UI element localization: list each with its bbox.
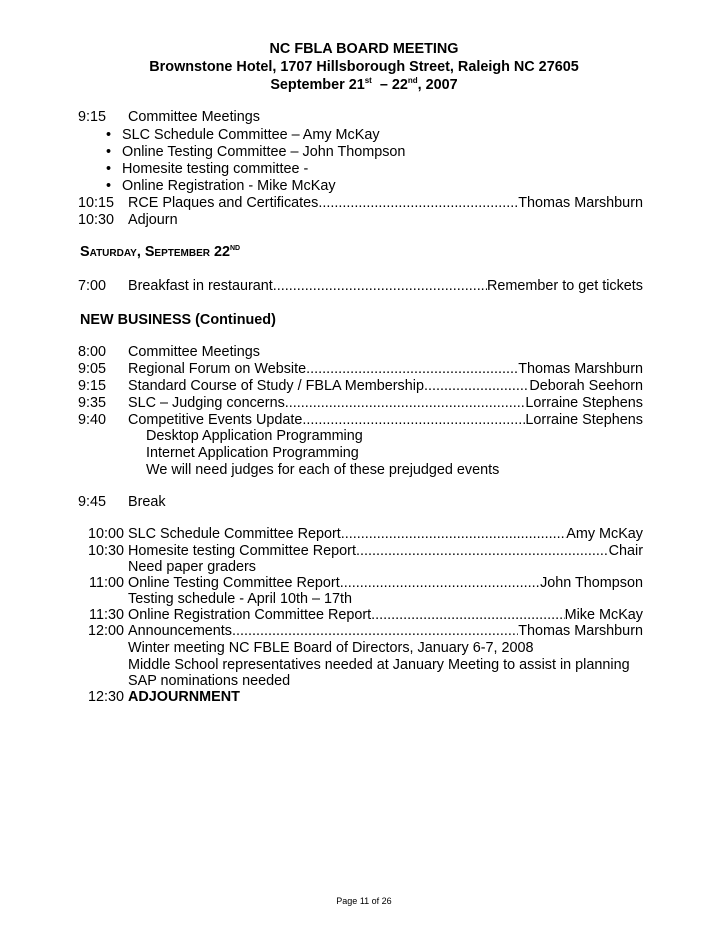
new-business-heading: NEW BUSINESS (Continued)	[80, 312, 276, 328]
bullet-icon: •	[106, 127, 112, 143]
agenda-row: 9:45 Break	[78, 494, 166, 510]
list-item: • Online Registration - Mike McKay	[106, 178, 336, 194]
agenda-row: 9:15 Standard Course of Study / FBLA Membership ..... Deborah Seehorn	[78, 377, 643, 395]
bullet-icon: •	[106, 178, 112, 194]
sub-item: SAP nominations needed	[128, 673, 291, 689]
list-item: • Homesite testing committee -	[106, 161, 309, 177]
agenda-row: 11:00 Online Testing Committee Report ..... John Thompson	[78, 574, 643, 592]
adjournment-label: ADJOURNMENT	[128, 689, 240, 705]
agenda-time: 9:15	[78, 109, 107, 125]
agenda-row: 9:05 Regional Forum on Website ..... Thomas Marshburn	[78, 360, 643, 378]
agenda-row: 11:30 Online Registration Committee Report ..... Mike McKay	[78, 606, 643, 624]
bullet-icon: •	[106, 161, 112, 177]
agenda-item: Committee Meetings	[128, 109, 260, 125]
document-header	[0, 40, 728, 94]
agenda-row: 7:00 Breakfast in restaurant ..... Remember to get tickets	[78, 277, 643, 295]
saturday-heading: Saturday, September 22ND	[80, 244, 241, 260]
agenda-row: 10:00 SLC Schedule Committee Report ..... Amy McKay	[78, 525, 643, 543]
agenda-row: 12:00 Announcements ..... Thomas Marshburn	[78, 622, 643, 640]
sub-item: Middle School representatives needed at January Meeting to assist in planning	[128, 657, 630, 673]
agenda-row: 12:30 ADJOURNMENT	[87, 689, 240, 705]
list-item: • SLC Schedule Committee – Amy McKay	[106, 127, 380, 143]
agenda-row: 9:40 Competitive Events Update ..... Lorraine Stephens	[78, 411, 643, 429]
sub-item: We will need judges for each of these prejudged events	[146, 462, 500, 478]
sub-item: Winter meeting NC FBLE Board of Directors, January 6-7, 2008	[128, 640, 534, 656]
meeting-title: NC FBLA BOARD MEETING	[269, 41, 459, 57]
bullet-icon: •	[106, 144, 112, 160]
agenda-row	[78, 108, 643, 126]
agenda-row: 10:30 Homesite testing Committee Report ..... Chair	[78, 542, 643, 560]
meeting-date: September 21st – 22nd, 2007	[270, 76, 458, 93]
agenda-row: 8:00 Committee Meetings	[78, 344, 260, 360]
list-item: • Online Testing Committee – John Thompson	[106, 144, 406, 160]
agenda-row: 9:35 SLC – Judging concerns ..... Lorraine Stephens	[78, 394, 643, 412]
sub-item: Internet Application Programming	[146, 445, 359, 461]
page-number: Page 11 of 26	[336, 896, 392, 906]
sub-item: Desktop Application Programming	[146, 428, 363, 444]
agenda-row: 10:15 RCE Plaques and Certificates ..... Thomas Marshburn	[78, 194, 643, 212]
agenda-row: 10:30 Adjourn	[78, 212, 178, 228]
sub-item: Need paper graders	[128, 559, 256, 575]
meeting-location: Brownstone Hotel, 1707 Hillsborough Street, Raleigh NC 27605	[149, 59, 579, 75]
sub-item: Testing schedule - April 10th – 17th	[128, 591, 352, 607]
